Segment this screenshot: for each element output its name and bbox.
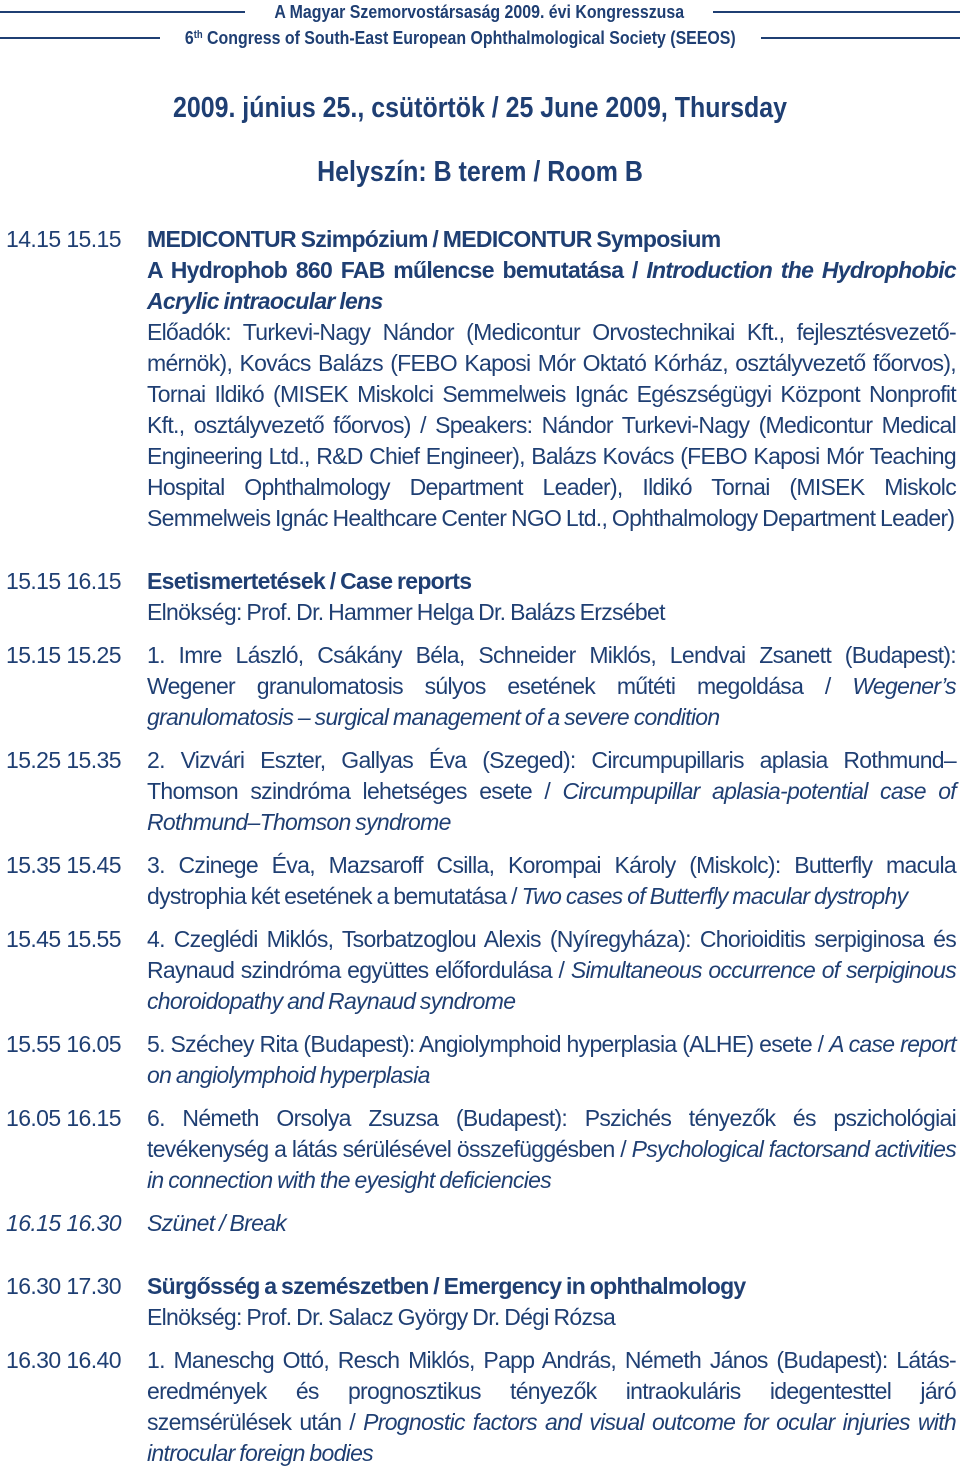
session-emergency bbox=[6, 1271, 956, 1333]
talk-time: 15.15 15.25 bbox=[6, 642, 121, 668]
talk-title-en: Psychological factorsand activities in connection with the eyesight deficiencies bbox=[147, 1136, 957, 1193]
talk-text: 2. Vizvári Eszter, Gallyas Éva (Szeged): Circumpupillaris aplasia Rothmund–Thomson szindróma lehetséges esete / bbox=[147, 747, 956, 804]
session-time: 15.15 16.15 bbox=[6, 568, 121, 594]
talk-content bbox=[147, 850, 956, 912]
session-time: 16.30 17.30 bbox=[6, 1273, 121, 1299]
session-content bbox=[147, 224, 956, 534]
session-time: 14.15 15.15 bbox=[6, 226, 121, 252]
session-content bbox=[147, 566, 956, 628]
talk-row bbox=[6, 1345, 956, 1469]
talk-row bbox=[6, 745, 956, 838]
break-row bbox=[6, 1208, 956, 1239]
talk-title-en: Wegener’s granulomatosis – surgical management of a severe condition bbox=[147, 673, 956, 730]
talk-time: 15.25 15.35 bbox=[6, 747, 121, 773]
talk-time: 16.05 16.15 bbox=[6, 1105, 121, 1131]
talk-text: 1. Imre László, Csákány Béla, Schneider Miklós, Lendvai Zsanett (Budapest): Wegener granulomatosis súlyos esetének műtéti megoldása / bbox=[147, 642, 956, 699]
session-subtitle bbox=[147, 255, 956, 317]
session-title: MEDICONTUR Szimpózium / MEDICONTUR Symposium bbox=[147, 226, 721, 252]
break-label: Szünet / Break bbox=[147, 1210, 287, 1236]
subtitle-en: Introduction the Hydrophobic Acrylic intraocular lens bbox=[147, 257, 956, 314]
talk-title-en: A case report on angiolymphoid hyperplasia bbox=[147, 1031, 956, 1088]
break-time: 16.15 16.30 bbox=[6, 1210, 121, 1236]
subtitle-hu: A Hydrophob 860 FAB műlencse bemutatása / bbox=[147, 257, 647, 283]
talk-text: 1. Maneschg Ottó, Resch Miklós, Papp András, Németh János (Budapest): Látás-eredmények és prognosztikus tényezők intraokuláris idegentesttel járó szemsérülések után / bbox=[147, 1347, 956, 1435]
header-line-1 bbox=[0, 3, 960, 21]
talk-row bbox=[6, 850, 956, 912]
talk-title-en: Two cases of Butterfly macular dystrophy bbox=[521, 883, 908, 909]
programme bbox=[6, 224, 956, 1469]
talk-content bbox=[147, 640, 956, 733]
talk-title-en: Simultaneous occurrence of serpiginous choroidopathy and Raynaud syndrome bbox=[147, 957, 956, 1014]
venue-heading: Helyszín: B terem / Room B bbox=[317, 156, 643, 188]
congress-title-en bbox=[176, 27, 744, 49]
talk-time: 15.45 15.55 bbox=[6, 926, 121, 952]
talk-title-en: Circumpupillar aplasia-potential case of Rothmund–Thomson syndrome bbox=[147, 778, 956, 835]
header-rule-right bbox=[713, 11, 960, 13]
talk-title-en: Prognostic factors and visual outcome for ocular injuries with introcular foreign bodies bbox=[147, 1409, 956, 1466]
talk-time: 15.35 15.45 bbox=[6, 852, 121, 878]
session-speakers: Előadók: Turkevi-Nagy Nándor (Medicontur Orvostechnikai Kft., fejlesztésvezető-mérnök), Kovács Balázs (FEBO Kaposi Mór Oktató Kórház, osztályvezető főorvos), Tornai Ildikó (MISEK Miskolci Semmelweis Ignác Egészségügyi Központ Nonprofit Kft., osztályvezető főorvos) / Speakers: Nándor Turkevi-Nagy (Medicontur Medical Engineering Ltd., R&D Chief Engineer), Balázs Kovács (FEBO Kaposi Mór Teaching Hospital Ophthalmology Department Leader), Ildikó Tornai (MISEK Miskolc Semmelweis Ignác Healthcare Center NGO Ltd., Ophthalmology Department Leader) bbox=[147, 319, 956, 531]
talk-content bbox=[147, 1345, 956, 1469]
header-rule-left bbox=[0, 11, 245, 13]
session-case-reports bbox=[6, 566, 956, 628]
ordinal-suffix: th bbox=[193, 29, 203, 41]
session-chairs: Elnökség: Prof. Dr. Salacz György Dr. Dégi Rózsa bbox=[147, 1304, 616, 1330]
page-date-heading: 2009. június 25., csütörtök / 25 June 2009, Thursday bbox=[172, 92, 788, 124]
session-title: Esetismertetések / Case reports bbox=[147, 568, 472, 594]
header-rule-left bbox=[0, 37, 160, 39]
session-medicontur bbox=[6, 224, 956, 534]
session-title: Sürgősség a szemészetben / Emergency in ophthalmology bbox=[147, 1273, 746, 1299]
session-content bbox=[147, 1271, 956, 1333]
ordinal-number: 6 bbox=[184, 27, 194, 48]
talk-content bbox=[147, 1103, 956, 1196]
talk-content bbox=[147, 1029, 956, 1091]
talk-text: 3. Czinege Éva, Mazsaroff Csilla, Korompai Károly (Miskolc): Butterfly macula dystrophia két esetének a bemutatása / bbox=[147, 852, 956, 909]
header-rule-right bbox=[761, 37, 960, 39]
talk-row bbox=[6, 1029, 956, 1091]
session-chairs: Elnökség: Prof. Dr. Hammer Helga Dr. Balázs Erzsébet bbox=[147, 599, 665, 625]
talk-text: 5. Széchey Rita (Budapest): Angiolymphoid hyperplasia (ALHE) esete / bbox=[147, 1031, 830, 1057]
talk-time: 15.55 16.05 bbox=[6, 1031, 121, 1057]
talk-text: 6. Németh Orsolya Zsuzsa (Budapest): Pszichés tényezők és pszichológiai tevékenység a látás sérülésével összefüggésben / bbox=[147, 1105, 956, 1162]
talk-content bbox=[147, 924, 956, 1017]
talk-row bbox=[6, 924, 956, 1017]
talk-time: 16.30 16.40 bbox=[6, 1347, 121, 1373]
talk-row bbox=[6, 1103, 956, 1196]
congress-title-hu: A Magyar Szemorvostársaság 2009. évi Kongresszusa bbox=[274, 1, 685, 22]
congress-name-en: Congress of South-East European Ophthalmological Society (SEEOS) bbox=[202, 27, 736, 48]
header-line-2 bbox=[0, 29, 960, 47]
talk-row bbox=[6, 640, 956, 733]
talk-content bbox=[147, 745, 956, 838]
talk-text: 4. Czeglédi Miklós, Tsorbatzoglou Alexis (Nyíregyháza): Chorioiditis serpiginosa és Raynaud szindróma együttes előfordulása / bbox=[147, 926, 956, 983]
